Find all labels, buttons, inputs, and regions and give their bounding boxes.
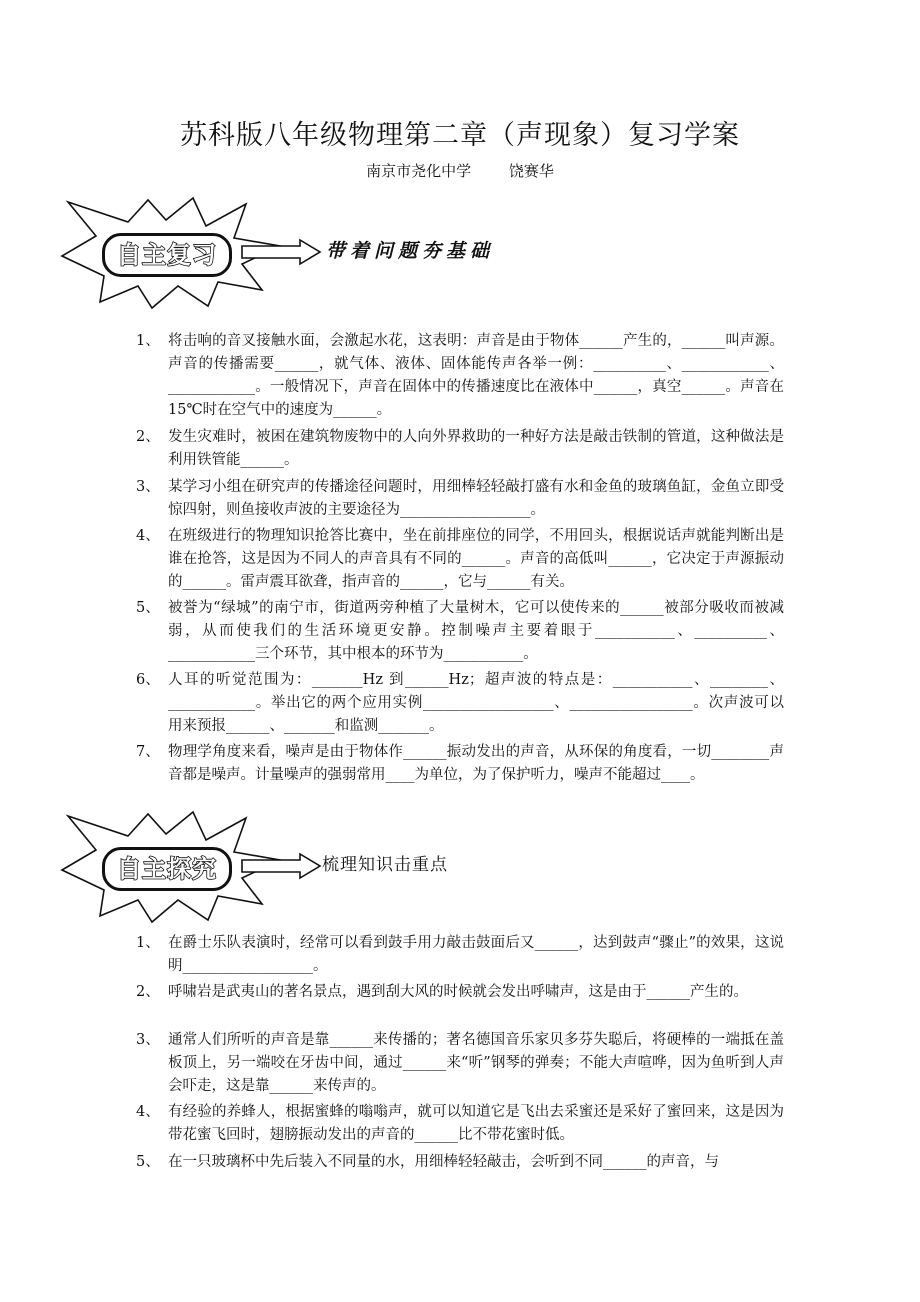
question-text: 人耳的听觉范围为：_______Hz 到______Hz；超声波的特点是：___________、________、____________。举出它的两个应用实例__________________、_________________。次声波可以用来预报______、_______和监测_______。 (168, 672, 784, 734)
question-item (136, 1151, 784, 1174)
question-item (136, 426, 784, 472)
question-text: 物理学角度来看，噪声是由于物体作______振动发出的声音，从环保的角度看，一切________声音都是噪声。计量噪声的强弱常用____为单位，为了保护听力，噪声不能超过____。 (168, 744, 784, 783)
question-text: 在爵士乐队表演时，经常可以看到鼓手用力敲击鼓面后又______，达到鼓声“骤止”的效果，这说明__________________。 (168, 935, 784, 974)
question-text: 呼啸岩是武夷山的著名景点，遇到刮大风的时候就会发出呼啸声，这是由于______产生的。 (168, 984, 748, 1000)
question-number: 3、 (136, 479, 160, 495)
question-item (136, 1029, 784, 1098)
question-number: 2、 (136, 429, 160, 445)
page-subtitle: 南京市尧化中学 饶赛华 (366, 162, 554, 180)
question-number: 4、 (136, 1104, 160, 1120)
section-caption: 带着问题夯基础 (326, 240, 495, 262)
question-item (136, 932, 784, 978)
question-number: 7、 (136, 744, 160, 760)
question-text: 被誉为“绿城”的南宁市，街道两旁种植了大量树木，它可以使传来的______被部分吸收而被减弱，从而使我们的生活环境更安静。控制噪声主要着眼于___________、__________、____________三个环节，其中根本的环节为___________。 (168, 600, 784, 662)
question-text: 有经验的养蜂人，根据蜜蜂的嗡嗡声，就可以知道它是飞出去采蜜还是采好了蜜回来，这是因为带花蜜飞回时，翅膀振动发出的声音的______比不带花蜜时低。 (168, 1104, 784, 1143)
question-number: 1、 (136, 333, 160, 349)
page-title: 苏科版八年级物理第二章（声现象）复习学案 (180, 120, 740, 151)
question-number: 2、 (136, 984, 160, 1000)
question-item (136, 330, 784, 422)
question-item (136, 525, 784, 594)
question-item (136, 1101, 784, 1147)
question-number: 1、 (136, 935, 160, 951)
question-text: 将击响的音叉接触水面，会激起水花，这表明：声音是由于物体______产生的，______叫声源。声音的传播需要______，就气体、液体、固体能传声各举一例：__________、____________、____________。一般情况下，声音在固体中的传播速度比在液体中______，真空______。声音在15℃时在空气中的速度为______。 (168, 333, 784, 418)
question-text: 通常人们所听的声音是靠______来传播的；著名德国音乐家贝多芬失聪后，将硬棒的一端抵在盖板顶上，另一端咬在牙齿中间，通过______来“听”钢琴的弹奏；不能大声喧哗，因为鱼听到人声会吓走，这是靠______来传声的。 (168, 1032, 784, 1094)
question-item (136, 476, 784, 522)
question-number: 5、 (136, 600, 160, 616)
question-text: 在班级进行的物理知识抢答比赛中，坐在前排座位的同学，不用回头，根据说话声就能判断出是谁在抢答，这是因为不同人的声音具有不同的______。声音的高低叫______，它决定于声源振动的______。雷声震耳欲聋，指声音的______，它与______有关。 (168, 528, 784, 590)
question-item (136, 597, 784, 666)
question-item (136, 981, 784, 1004)
section-badge: 自主探究 (102, 847, 232, 891)
section-caption: 梳理知识击重点 (322, 855, 448, 875)
section-banner-review (58, 196, 578, 316)
question-text: 在一只玻璃杯中先后装入不同量的水，用细棒轻轻敲击，会听到不同______的声音，与 (168, 1154, 719, 1170)
question-number: 5、 (136, 1154, 160, 1170)
section-banner-explore (58, 810, 578, 930)
question-text: 发生灾难时，被困在建筑物废物中的人向外界救助的一种好方法是敲击铁制的管道，这种做法是利用铁管能______。 (168, 429, 784, 468)
question-text: 某学习小组在研究声的传播途径问题时，用细棒轻轻敲打盛有水和金鱼的玻璃鱼缸，金鱼立即受惊四射，则鱼接收声波的主要途径为__________________。 (168, 479, 784, 518)
question-number: 3、 (136, 1032, 160, 1048)
question-item (136, 741, 784, 787)
question-number: 4、 (136, 528, 160, 544)
section-badge: 自主复习 (102, 233, 232, 277)
question-number: 6、 (136, 672, 160, 688)
question-item (136, 669, 784, 738)
